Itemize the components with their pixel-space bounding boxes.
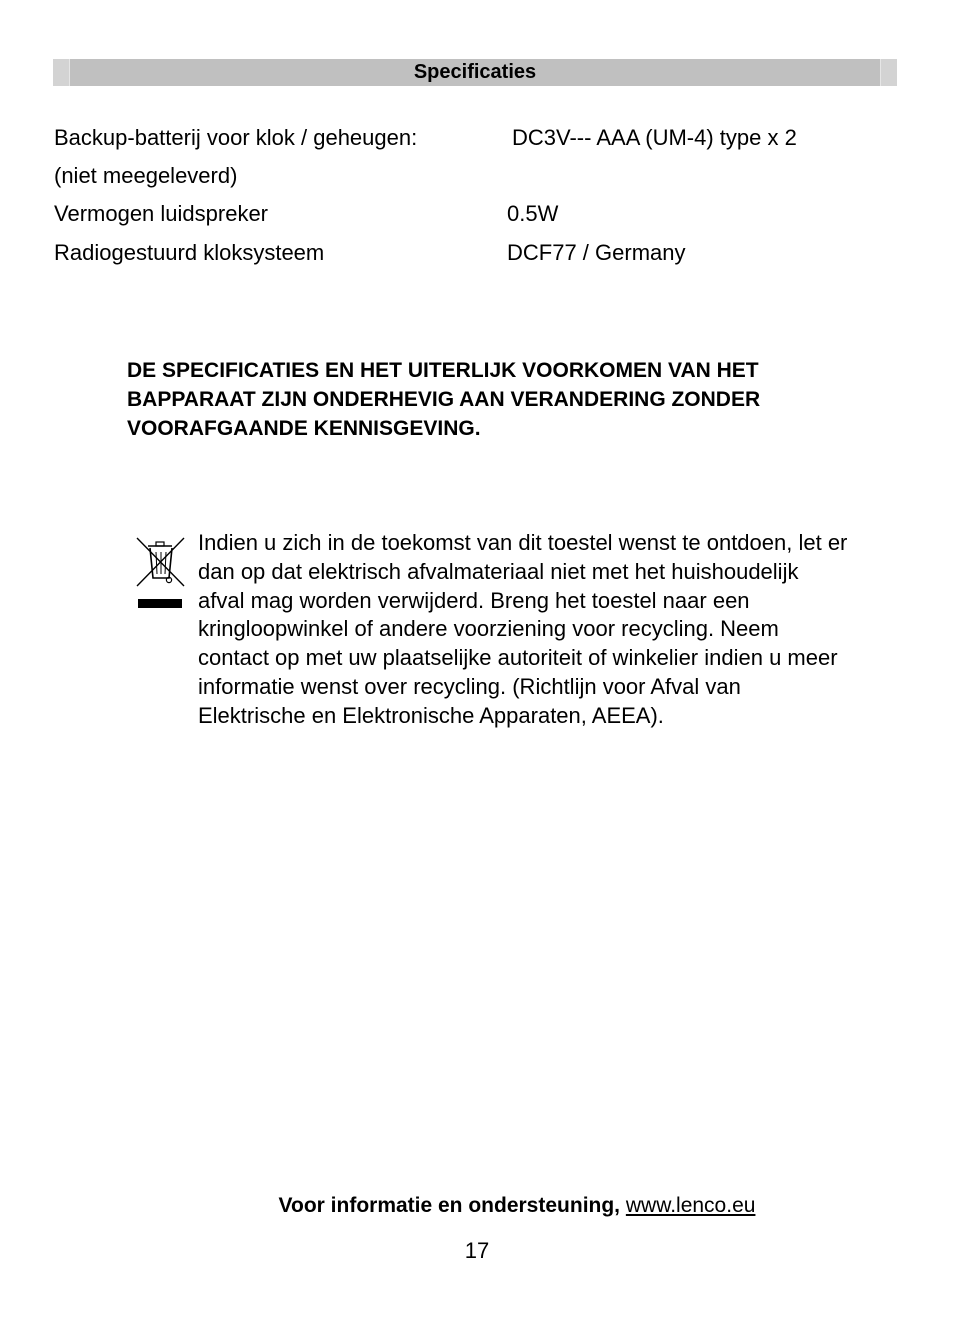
notice-line: BAPPARAAT ZIJN ONDERHEVIG AAN VERANDERING ZONDER [127,388,761,411]
disposal-line: dan op dat elektrisch afvalmateriaal niet met het huishoudelijk [198,558,799,584]
disposal-line: informatie wenst over recycling. (Richtlijn voor Afval van [198,673,741,699]
section-header-bar [53,59,897,86]
specification-change-notice [127,356,887,443]
disposal-line: kringloopwinkel of andere voorziening voor recycling. Neem [198,616,779,642]
disposal-line: Indien u zich in de toekomst van dit toestel wenst te ontdoen, let er [198,530,848,555]
spec-value-radio-clock: DCF77 / Germany [507,240,686,265]
crossed-out-wheelie-bin-icon [134,536,186,612]
spec-value-backup-battery: DC3V--- AAA (UM-4) type x 2 [512,125,797,150]
header-bar-right-edge [880,59,897,86]
header-bar-left-edge [53,59,70,86]
support-info [0,1191,954,1221]
support-info-lead: Voor informatie en ondersteuning, [278,1194,621,1217]
page-number: 17 [464,1238,490,1263]
spec-value-speaker-power: 0.5W [507,201,559,226]
disposal-line: Elektrische en Elektronische Apparaten, AEEA). [198,702,664,728]
spec-label-not-included: (niet meegeleverd) [54,163,238,188]
disposal-information [198,529,918,731]
notice-line: VOORAFGAANDE KENNISGEVING. [127,417,481,440]
spec-label-radio-clock: Radiogestuurd kloksysteem [54,240,325,265]
notice-line: DE SPECIFICATIES EN HET UITERLIJK VOORKOMEN VAN HET [127,359,759,382]
section-title: Specificaties [413,61,537,83]
support-website-link[interactable]: www.lenco.eu [625,1194,756,1217]
disposal-line: contact op met uw plaatselijke autoriteit of winkelier indien u meer [198,645,838,671]
spec-label-backup-battery: Backup-batterij voor klok / geheugen: [54,125,418,150]
disposal-line: afval mag worden verwijderd. Breng het toestel naar een [198,587,750,613]
spec-label-speaker-power: Vermogen luidspreker [54,201,269,226]
